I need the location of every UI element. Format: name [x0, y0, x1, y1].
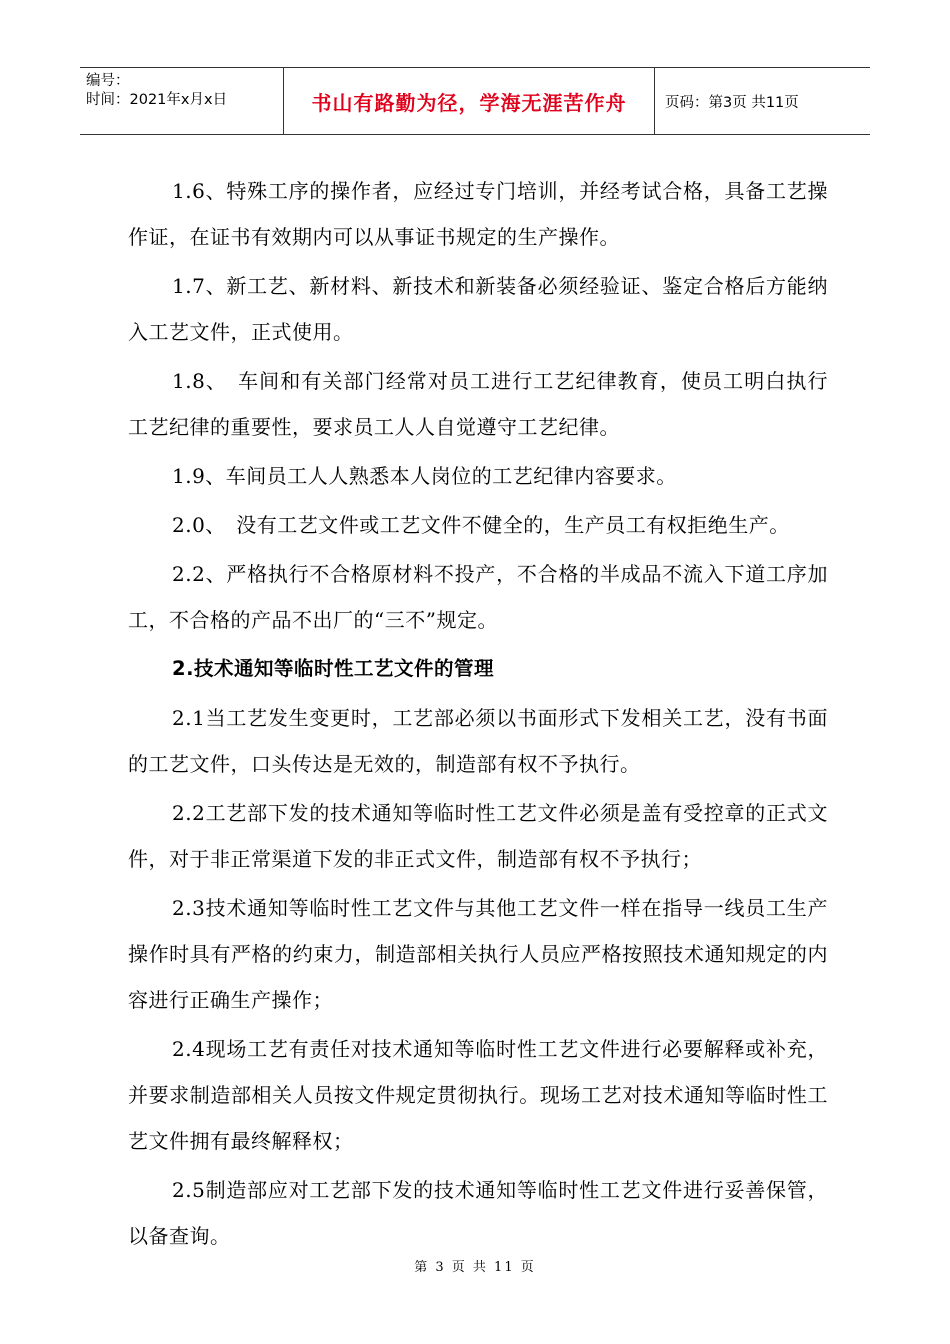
paragraph-2-3: 2.3技术通知等临时性工艺文件与其他工艺文件一样在指导一线员工生产操作时具有严格的约束力，制造部相关执行人员应严格按照技术通知规定的内容进行正确生产操作； [128, 896, 828, 1012]
paragraph-2-0: 2.0、 没有工艺文件或工艺文件不健全的，生产员工有权拒绝生产。 [172, 513, 790, 537]
paragraph-1-8: 1.8、 车间和有关部门经常对员工进行工艺纪律教育，使员工明白执行工艺纪律的重要性，要求员工人人自觉遵守工艺纪律。 [128, 369, 828, 439]
header-page-info: 页码：第3页 共11页 [665, 94, 799, 111]
header-motto: 书山有路勤为径，学海无涯苦作舟 [311, 90, 627, 115]
paragraph-2-5: 2.5制造部应对工艺部下发的技术通知等临时性工艺文件进行妥善保管，以备查询。 [128, 1178, 828, 1248]
document-body [128, 168, 828, 1262]
page-header [80, 67, 870, 135]
footer-page-number: 第 3 页 共 11 页 [414, 1260, 536, 1275]
header-motto-cell [283, 68, 655, 134]
paragraph-1-7: 1.7、新工艺、新材料、新技术和新装备必须经验证、鉴定合格后方能纳入工艺文件，正式使用。 [128, 274, 828, 344]
paragraph-2-1: 2.1当工艺发生变更时，工艺部必须以书面形式下发相关工艺，没有书面的工艺文件，口头传达是无效的，制造部有权不予执行。 [128, 706, 828, 776]
header-meta [80, 68, 283, 134]
paragraph-1-6: 1.6、特殊工序的操作者，应经过专门培训，并经考试合格，具备工艺操作证，在证书有效期内可以从事证书规定的生产操作。 [128, 179, 828, 249]
section-heading-2: 2.技术通知等临时性工艺文件的管理 [172, 657, 494, 680]
paragraph-2-4: 2.4现场工艺有责任对技术通知等临时性工艺文件进行必要解释或补充，并要求制造部相关人员按文件规定贯彻执行。现场工艺对技术通知等临时性工艺文件拥有最终解释权； [128, 1037, 828, 1153]
paragraph-1-9: 1.9、车间员工人人熟悉本人岗位的工艺纪律内容要求。 [172, 464, 677, 488]
document-date: 时间：2021年x月x日 [86, 92, 228, 108]
document-number-label: 编号： [86, 73, 130, 89]
page-footer [0, 1256, 950, 1275]
paragraph-2-2: 2.2工艺部下发的技术通知等临时性工艺文件必须是盖有受控章的正式文件，对于非正常渠道下发的非正式文件，制造部有权不予执行； [128, 801, 828, 871]
header-page-info-cell [655, 68, 870, 134]
paragraph-2-2-strict: 2.2、严格执行不合格原材料不投产，不合格的半成品不流入下道工序加工，不合格的产品不出厂的“三不”规定。 [128, 562, 828, 632]
